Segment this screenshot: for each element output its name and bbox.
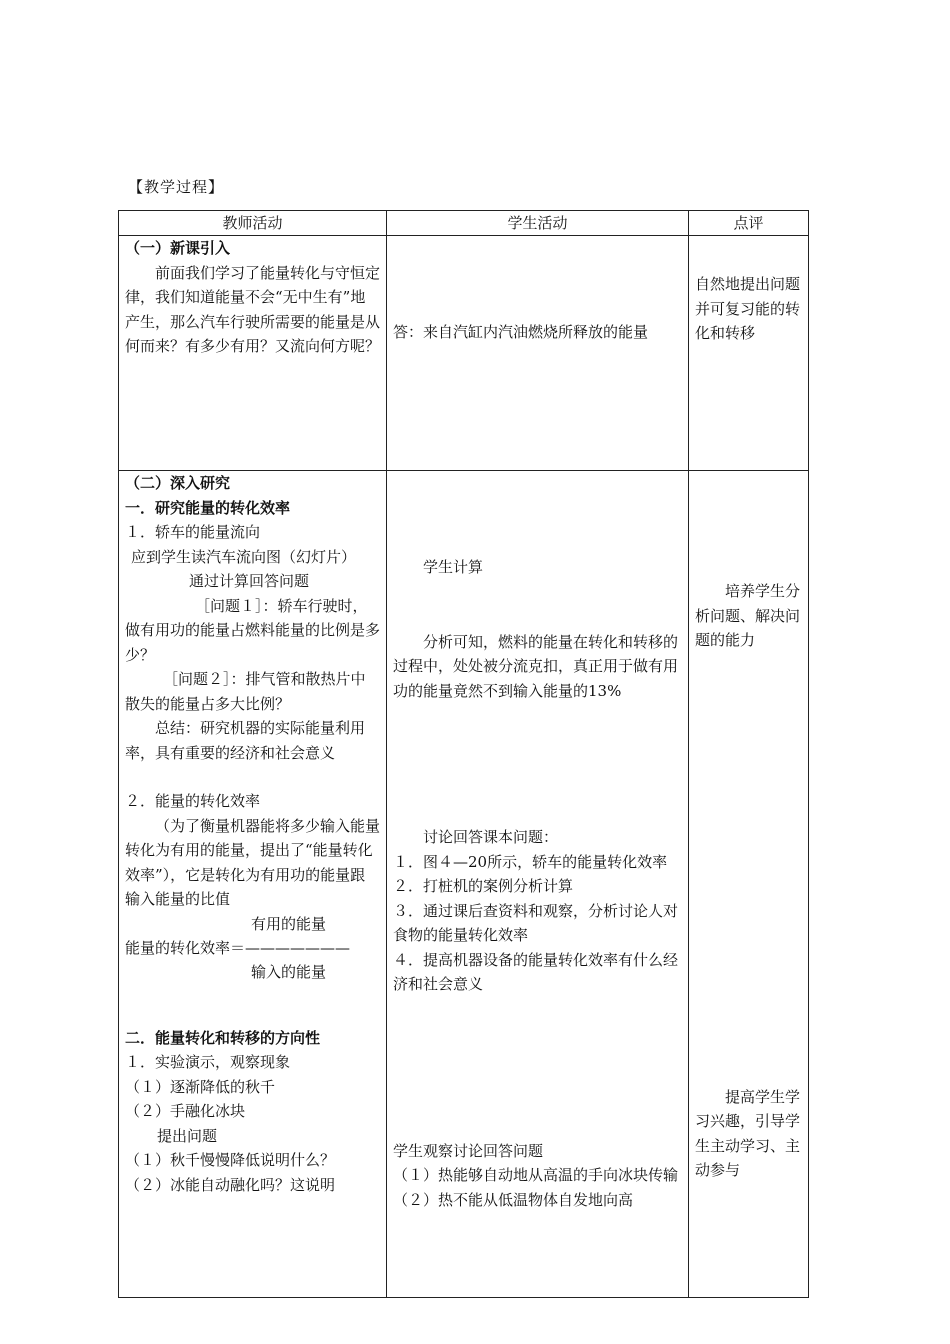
teacher-summary: 总结：研究机器的实际能量利用率，具有重要的经济和社会意义 bbox=[125, 719, 366, 762]
student-line: （２）热不能从低温物体自发地向高 bbox=[393, 1190, 634, 1209]
formula-numerator: 有用的能量 bbox=[251, 914, 327, 933]
comment-text: 提高学生学习兴趣，引导学生主动学习、主动参与 bbox=[695, 1087, 801, 1179]
lesson-table bbox=[118, 210, 809, 1298]
teacher-line: 提出问题 bbox=[157, 1126, 218, 1145]
teacher-question: ［问题１］：轿车行驶时，做有用功的能量占燃料能量的比例是多少？ bbox=[125, 596, 381, 664]
student-line: （１）热能够自动地从高温的手向冰块传输 bbox=[393, 1166, 679, 1184]
student-text: 分析可知，燃料的能量在转化和转移的过程中，处处被分流克扣，真正用于做有用功的能量竟然不到输入能量的13% bbox=[393, 632, 679, 700]
teacher-subtitle: （二）深入研究 bbox=[125, 474, 231, 492]
comment-cell bbox=[689, 471, 809, 1298]
teacher-cell bbox=[119, 236, 387, 471]
teacher-title: （一）新课引入 bbox=[125, 239, 231, 257]
comment-text: 培养学生分析问题、解决问题的能力 bbox=[695, 582, 801, 649]
student-cell bbox=[387, 471, 689, 1298]
student-line: ３．通过课后查资料和观察，分析讨论人对食物的能量转化效率 bbox=[393, 901, 679, 944]
teacher-text: （为了衡量机器能将多少输入能量转化为有用的能量，提出了“能量转化效率”），它是转化为有用功的能量跟输入能量的比值 bbox=[125, 816, 381, 908]
teacher-line: １．轿车的能量流向 bbox=[125, 523, 261, 541]
student-line: ４．提高机器设备的能量转化效率有什么经济和社会意义 bbox=[393, 950, 679, 993]
student-line: 学生计算 bbox=[423, 558, 484, 576]
student-line: １．图４—20所示，轿车的能量转化效率 bbox=[393, 852, 668, 871]
teacher-line: １．实验演示，观察现象 bbox=[125, 1053, 291, 1071]
formula-denominator: 输入的能量 bbox=[251, 962, 327, 981]
comment-text: 自然地提出问题并可复习能的转化和转移 bbox=[695, 275, 801, 342]
student-text: 答：来自汽缸内汽油燃烧所释放的能量 bbox=[393, 323, 649, 341]
header-comment: 点评 bbox=[689, 211, 809, 236]
teacher-heading: 一．研究能量的转化效率 bbox=[125, 498, 291, 517]
teacher-question: ［问题２］：排气管和散热片中散失的能量占多大比例？ bbox=[125, 670, 366, 713]
teacher-line: （１）秋千慢慢降低说明什么？ bbox=[125, 1151, 336, 1169]
formula-left: 能量的转化效率＝——————— bbox=[125, 938, 351, 957]
table-row bbox=[119, 471, 809, 1298]
student-line: 学生观察讨论回答问题 bbox=[393, 1141, 544, 1160]
teacher-line: （２）手融化冰块 bbox=[125, 1102, 246, 1120]
student-line: ２．打桩机的案例分析计算 bbox=[393, 877, 574, 895]
efficiency-formula bbox=[125, 912, 380, 984]
table-row bbox=[119, 236, 809, 471]
teacher-line: （２）冰能自动融化吗？这说明 bbox=[125, 1175, 336, 1194]
teacher-text: 前面我们学习了能量转化与守恒定律，我们知道能量不会“无中生有”地产生，那么汽车行驶所需要的能量是从何而来？有多少有用？又流向何方呢？ bbox=[125, 263, 381, 355]
teacher-line: （１）逐渐降低的秋千 bbox=[125, 1077, 276, 1096]
teacher-line: 应到学生读汽车流向图（幻灯片） bbox=[131, 547, 357, 566]
teacher-line: 通过计算回答问题 bbox=[189, 572, 310, 590]
section-heading: 【教学过程】 bbox=[128, 178, 225, 196]
student-cell bbox=[387, 236, 689, 471]
teacher-heading: 二．能量转化和转移的方向性 bbox=[125, 1028, 321, 1047]
teacher-line: ２．能量的转化效率 bbox=[125, 792, 261, 810]
student-line: 讨论回答课本问题： bbox=[423, 828, 559, 846]
header-row bbox=[119, 211, 809, 236]
teacher-cell bbox=[119, 471, 387, 1298]
comment-cell bbox=[689, 236, 809, 471]
header-teacher: 教师活动 bbox=[119, 211, 387, 236]
header-student: 学生活动 bbox=[387, 211, 689, 236]
